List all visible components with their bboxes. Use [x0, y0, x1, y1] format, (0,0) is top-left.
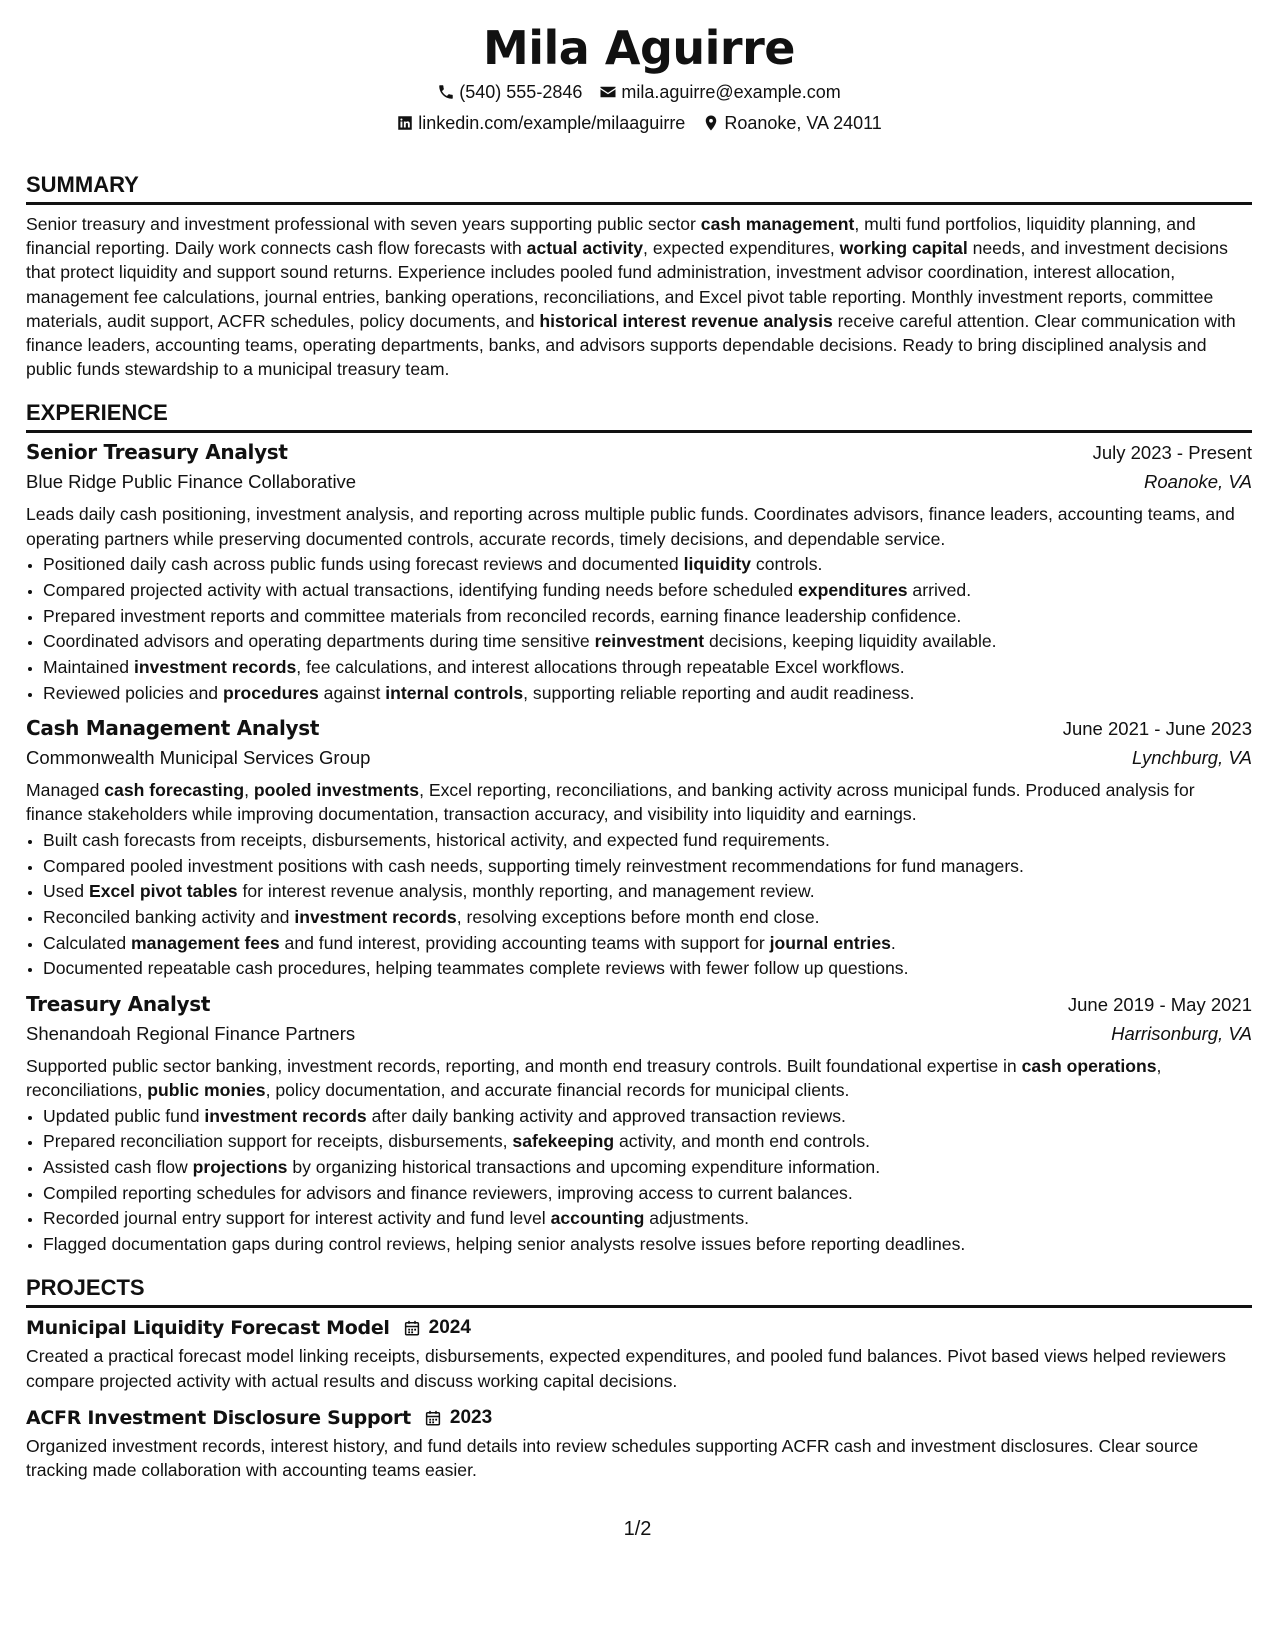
bullet-list — [26, 828, 1252, 981]
location-item — [702, 112, 881, 134]
project-description: Organized investment records, interest history, and fund details into review schedules supporting ACFR cash and investment disclosures. Clear source tracking made collaboration with accounting teams easier. — [26, 1435, 1199, 1480]
contact-row-1 — [26, 81, 1252, 103]
bullet-list — [26, 1104, 1252, 1257]
job-dates: June 2019 - May 2021 — [1067, 993, 1252, 1015]
bullet-item: • Positioned daily cash across public funds using forecast reviews and documented liquidity controls. — [43, 552, 1252, 576]
project-date — [403, 1317, 471, 1339]
phone-text: (540) 555-2846 — [459, 82, 583, 102]
job-dates: July 2023 - Present — [1092, 442, 1252, 464]
job-title: Cash Management Analyst — [26, 716, 320, 741]
bullet-item: • Documented repeatable cash procedures, helping teammates complete reviews with fewer follow up questions. — [43, 956, 1252, 980]
contact-row-2 — [26, 112, 1252, 134]
project-year: 2024 — [428, 1317, 471, 1339]
bullet-item: • Built cash forecasts from receipts, disbursements, historical activity, and expected fund requirements. — [43, 828, 1252, 852]
bullet-item: • Prepared reconciliation support for receipts, disbursements, safekeeping activity, and month end controls. — [43, 1129, 1252, 1153]
experience-heading: EXPERIENCE — [26, 400, 168, 426]
bullet-item: • Coordinated advisors and operating departments during time sensitive reinvestment decisions, keeping liquidity available. — [43, 629, 1252, 653]
bullet-item: • Compiled reporting schedules for advisors and finance reviewers, improving access to current balances. — [43, 1181, 1252, 1205]
bullet-item: • Flagged documentation gaps during control reviews, helping senior analysts resolve issues before reporting deadlines. — [43, 1232, 1252, 1256]
phone-item — [437, 81, 582, 103]
project-entry — [26, 1407, 1252, 1482]
bullet-item: • Updated public fund investment records after daily banking activity and approved transaction reviews. — [43, 1104, 1252, 1128]
bullet-list — [26, 552, 1252, 705]
bullet-item: • Assisted cash flow projections by organizing historical transactions and upcoming expenditure information. — [43, 1155, 1252, 1179]
job-entry — [26, 992, 1252, 1257]
bullet-item: • Compared pooled investment positions with cash needs, supporting timely reinvestment recommendations for fund managers. — [43, 854, 1252, 878]
job-description: Managed cash forecasting, pooled investments, Excel reporting, reconciliations, and banking activity across municipal funds. Produced analysis for finance stakeholders while improving documentation, transaction accuracy, and visibility into liquidity and earnings. — [26, 780, 1195, 825]
job-description: Leads daily cash positioning, investment analysis, and reporting across multiple public funds. Coordinates advisors, finance leaders, accounting teams, and operating partners while preserving documented controls, accurate records, timely decisions, and dependable service. — [26, 504, 1235, 549]
section-divider — [26, 202, 1252, 205]
calendar-icon — [424, 1409, 442, 1427]
project-description: Created a practical forecast model linking receipts, disbursements, expected expenditures, and pooled fund balances. Pivot based views helped reviewers compare projected activity with actual results and discuss working capital decisions. — [26, 1346, 1226, 1391]
company-name: Shenandoah Regional Finance Partners — [26, 1022, 356, 1044]
bullet-item: • Maintained investment records, fee calculations, and interest allocations through repeatable Excel workflows. — [43, 655, 1252, 679]
linkedin-icon — [396, 114, 414, 132]
job-location: Lynchburg, VA — [1132, 747, 1252, 769]
calendar-icon — [403, 1319, 421, 1337]
bullet-item: • Used Excel pivot tables for interest revenue analysis, monthly reporting, and management review. — [43, 879, 1252, 903]
project-date — [424, 1407, 492, 1429]
company-name: Blue Ridge Public Finance Collaborative — [26, 471, 357, 493]
projects-heading: PROJECTS — [26, 1275, 145, 1301]
job-description: Supported public sector banking, investment records, reporting, and month end treasury controls. Built foundational expertise in cash operations, reconciliations, public monies, policy documentation, and accurate financial records for municipal clients. — [26, 1055, 1162, 1100]
bullet-item: • Recorded journal entry support for interest activity and fund level accounting adjustments. — [43, 1206, 1252, 1230]
linkedin-item[interactable] — [396, 112, 685, 134]
job-entry — [26, 440, 1252, 705]
bullet-item: • Reviewed policies and procedures against internal controls, supporting reliable reporting and audit readiness. — [43, 681, 1252, 705]
section-divider — [26, 1305, 1252, 1308]
map-pin-icon — [702, 114, 720, 132]
candidate-name: Mila Aguirre — [483, 21, 795, 75]
resume-page — [26, 0, 1252, 1482]
summary-heading: SUMMARY — [26, 172, 139, 197]
job-location: Roanoke, VA — [1144, 471, 1252, 493]
job-title: Treasury Analyst — [26, 991, 211, 1016]
bullet-item: • Prepared investment reports and committee materials from reconciled records, earning finance leadership confidence. — [43, 604, 1252, 628]
project-year: 2023 — [449, 1406, 493, 1428]
job-dates: June 2021 - June 2023 — [1062, 718, 1252, 740]
email-text: mila.aguirre@example.com — [621, 82, 841, 102]
linkedin-text: linkedin.com/example/milaaguirre — [418, 113, 686, 133]
project-entry — [26, 1317, 1252, 1392]
section-divider — [26, 430, 1252, 433]
envelope-icon — [599, 83, 617, 101]
page-number: 1/2 — [623, 1518, 652, 1540]
job-location: Harrisonburg, VA — [1111, 1022, 1252, 1044]
phone-icon — [437, 83, 455, 101]
bullet-item: • Reconciled banking activity and investment records, resolving exceptions before month end close. — [43, 905, 1252, 929]
job-entry — [26, 716, 1252, 981]
email-item[interactable] — [599, 81, 840, 103]
project-title: ACFR Investment Disclosure Support — [26, 1406, 411, 1429]
summary-text: Senior treasury and investment professional with seven years supporting public sector cash management, multi fund portfolios, liquidity planning, and financial reporting. Daily work connects cash flow forecasts with actual activity, expected expenditures, working capital needs, and investment decisions that protect liquidity and support sound returns. Experience includes pooled fund administration, investment advisor coordination, interest allocation, management fee calculations, journal entries, banking operations, reconciliations, and Excel pivot table reporting. Monthly investment reports, committee materials, audit support, ACFR schedules, policy documents, and historical interest revenue analysis receive careful attention. Clear communication with finance leaders, accounting teams, operating departments, banks, and advisors supports dependable decisions. Ready to bring disciplined analysis and public funds stewardship to a municipal treasury team. — [26, 214, 1236, 380]
location-text: Roanoke, VA 24011 — [724, 113, 882, 133]
company-name: Commonwealth Municipal Services Group — [26, 747, 371, 769]
bullet-item: • Calculated management fees and fund interest, providing accounting teams with support for journal entries. — [43, 931, 1252, 955]
project-title: Municipal Liquidity Forecast Model — [26, 1317, 390, 1340]
bullet-item: • Compared projected activity with actual transactions, identifying funding needs before scheduled expenditures arrived. — [43, 578, 1252, 602]
job-title: Senior Treasury Analyst — [26, 440, 288, 465]
